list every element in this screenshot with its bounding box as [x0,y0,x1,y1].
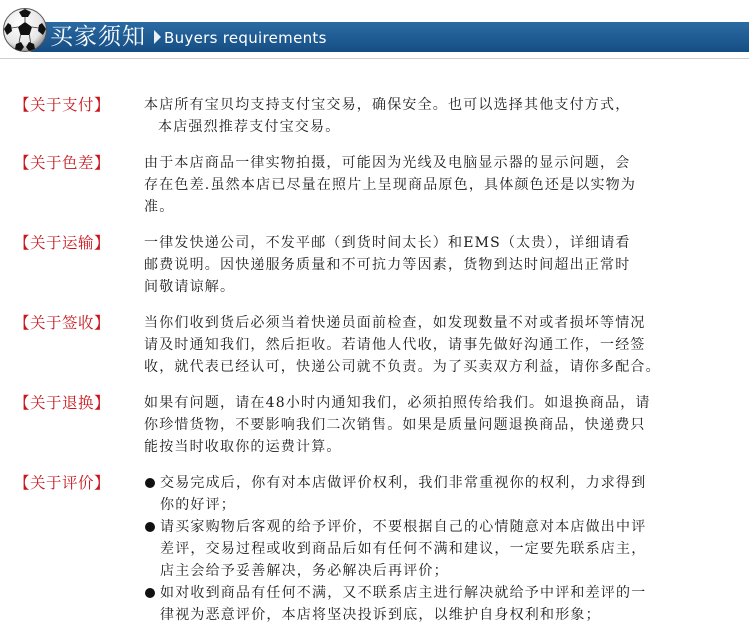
section-label: 【关于退换】 [14,394,111,412]
section-body [144,472,734,626]
bullet-icon [145,522,155,532]
section-label: 【关于评价】 [14,474,111,492]
text-line: 当你们收到货后必须当着快递员面前检查，如发现数量不对或者损坏等情况 [144,315,646,331]
section-label: 【关于支付】 [14,96,111,114]
section-label: 【关于色差】 [14,154,111,172]
header-banner [0,0,749,62]
section-body [144,94,734,138]
section-label: 【关于签收】 [14,314,111,332]
text-line: 本店强烈推荐支付宝交易。 [158,119,341,135]
section-payment [0,94,749,138]
text-line: 你珍惜货物，不要影响我们二次销售。如果是质量问题退换商品，快递费只 [144,417,646,433]
list-item [144,582,734,626]
text-line: 请买家购物后客观的给予评价，不要根据自己的心情随意对本店做出中评 [160,519,647,535]
text-line: 如对收到商品有任何不满，又不联系店主进行解决就给予中评和差评的一 [160,585,647,601]
text-line: 本店所有宝贝均支持支付宝交易，确保安全。也可以选择其他支付方式， [144,97,631,113]
section-signing [0,312,749,378]
section-body [144,232,734,298]
text-line: 请及时通知我们，然后拒收。若请他人代收，请事先做好沟通工作，一经签 [144,337,646,353]
header-subtitle: Buyers requirements [164,29,327,47]
section-returns [0,392,749,458]
text-line: 一律发快递公司，不发平邮（到货时间太长）和EMS（太贵），详细请看 [144,235,631,251]
text-line: 律视为恶意评价，本店将坚决投诉到底，以维护自身权利和形象； [160,607,601,623]
text-line: 店主会给予妥善解决，务必解决后再评价； [160,563,449,579]
soccer-ball-icon [2,7,48,53]
section-body [144,392,734,458]
section-label: 【关于运输】 [14,234,111,252]
text-line: 能按当时收取你的运费计算。 [144,439,342,455]
section-body [144,312,734,378]
header-arrow-icon [154,30,161,44]
section-color-difference [0,152,749,218]
section-reviews [0,472,749,626]
text-line: 间敬请谅解。 [144,279,236,295]
text-line: 你的好评； [160,497,236,513]
list-item [144,472,734,516]
text-line: 交易完成后，你有对本店做评价权利，我们非常重视你的权利，力求得到 [160,475,647,491]
text-line: 收，就代表已经认可，快递公司就不负责。为了买卖双方利益，请你多配合。 [144,359,661,375]
text-line: 邮费说明。因快递服务质量和不可抗力等因素，货物到达时间超出正常时 [144,257,631,273]
text-line: 由于本店商品一律实物拍摄，可能因为光线及电脑显示器的显示问题，会 [144,155,631,171]
text-line: 准。 [144,199,175,215]
header-title: 买家须知 [50,24,146,50]
header-divider [0,58,749,59]
notice-sections [0,94,749,640]
section-body [144,152,734,218]
list-item [144,516,734,582]
text-line: 如果有问题，请在48小时内通知我们，必须拍照传给我们。如退换商品，请 [144,395,651,411]
bullet-icon [145,588,155,598]
section-shipping [0,232,749,298]
text-line: 存在色差.虽然本店已尽量在照片上呈现商品原色，具体颜色还是以实物为 [144,177,637,193]
review-bullet-list [144,472,734,626]
bullet-icon [145,478,155,488]
text-line: 差评，交易过程或收到商品后如有任何不满和建议，一定要先联系店主， [160,541,647,557]
